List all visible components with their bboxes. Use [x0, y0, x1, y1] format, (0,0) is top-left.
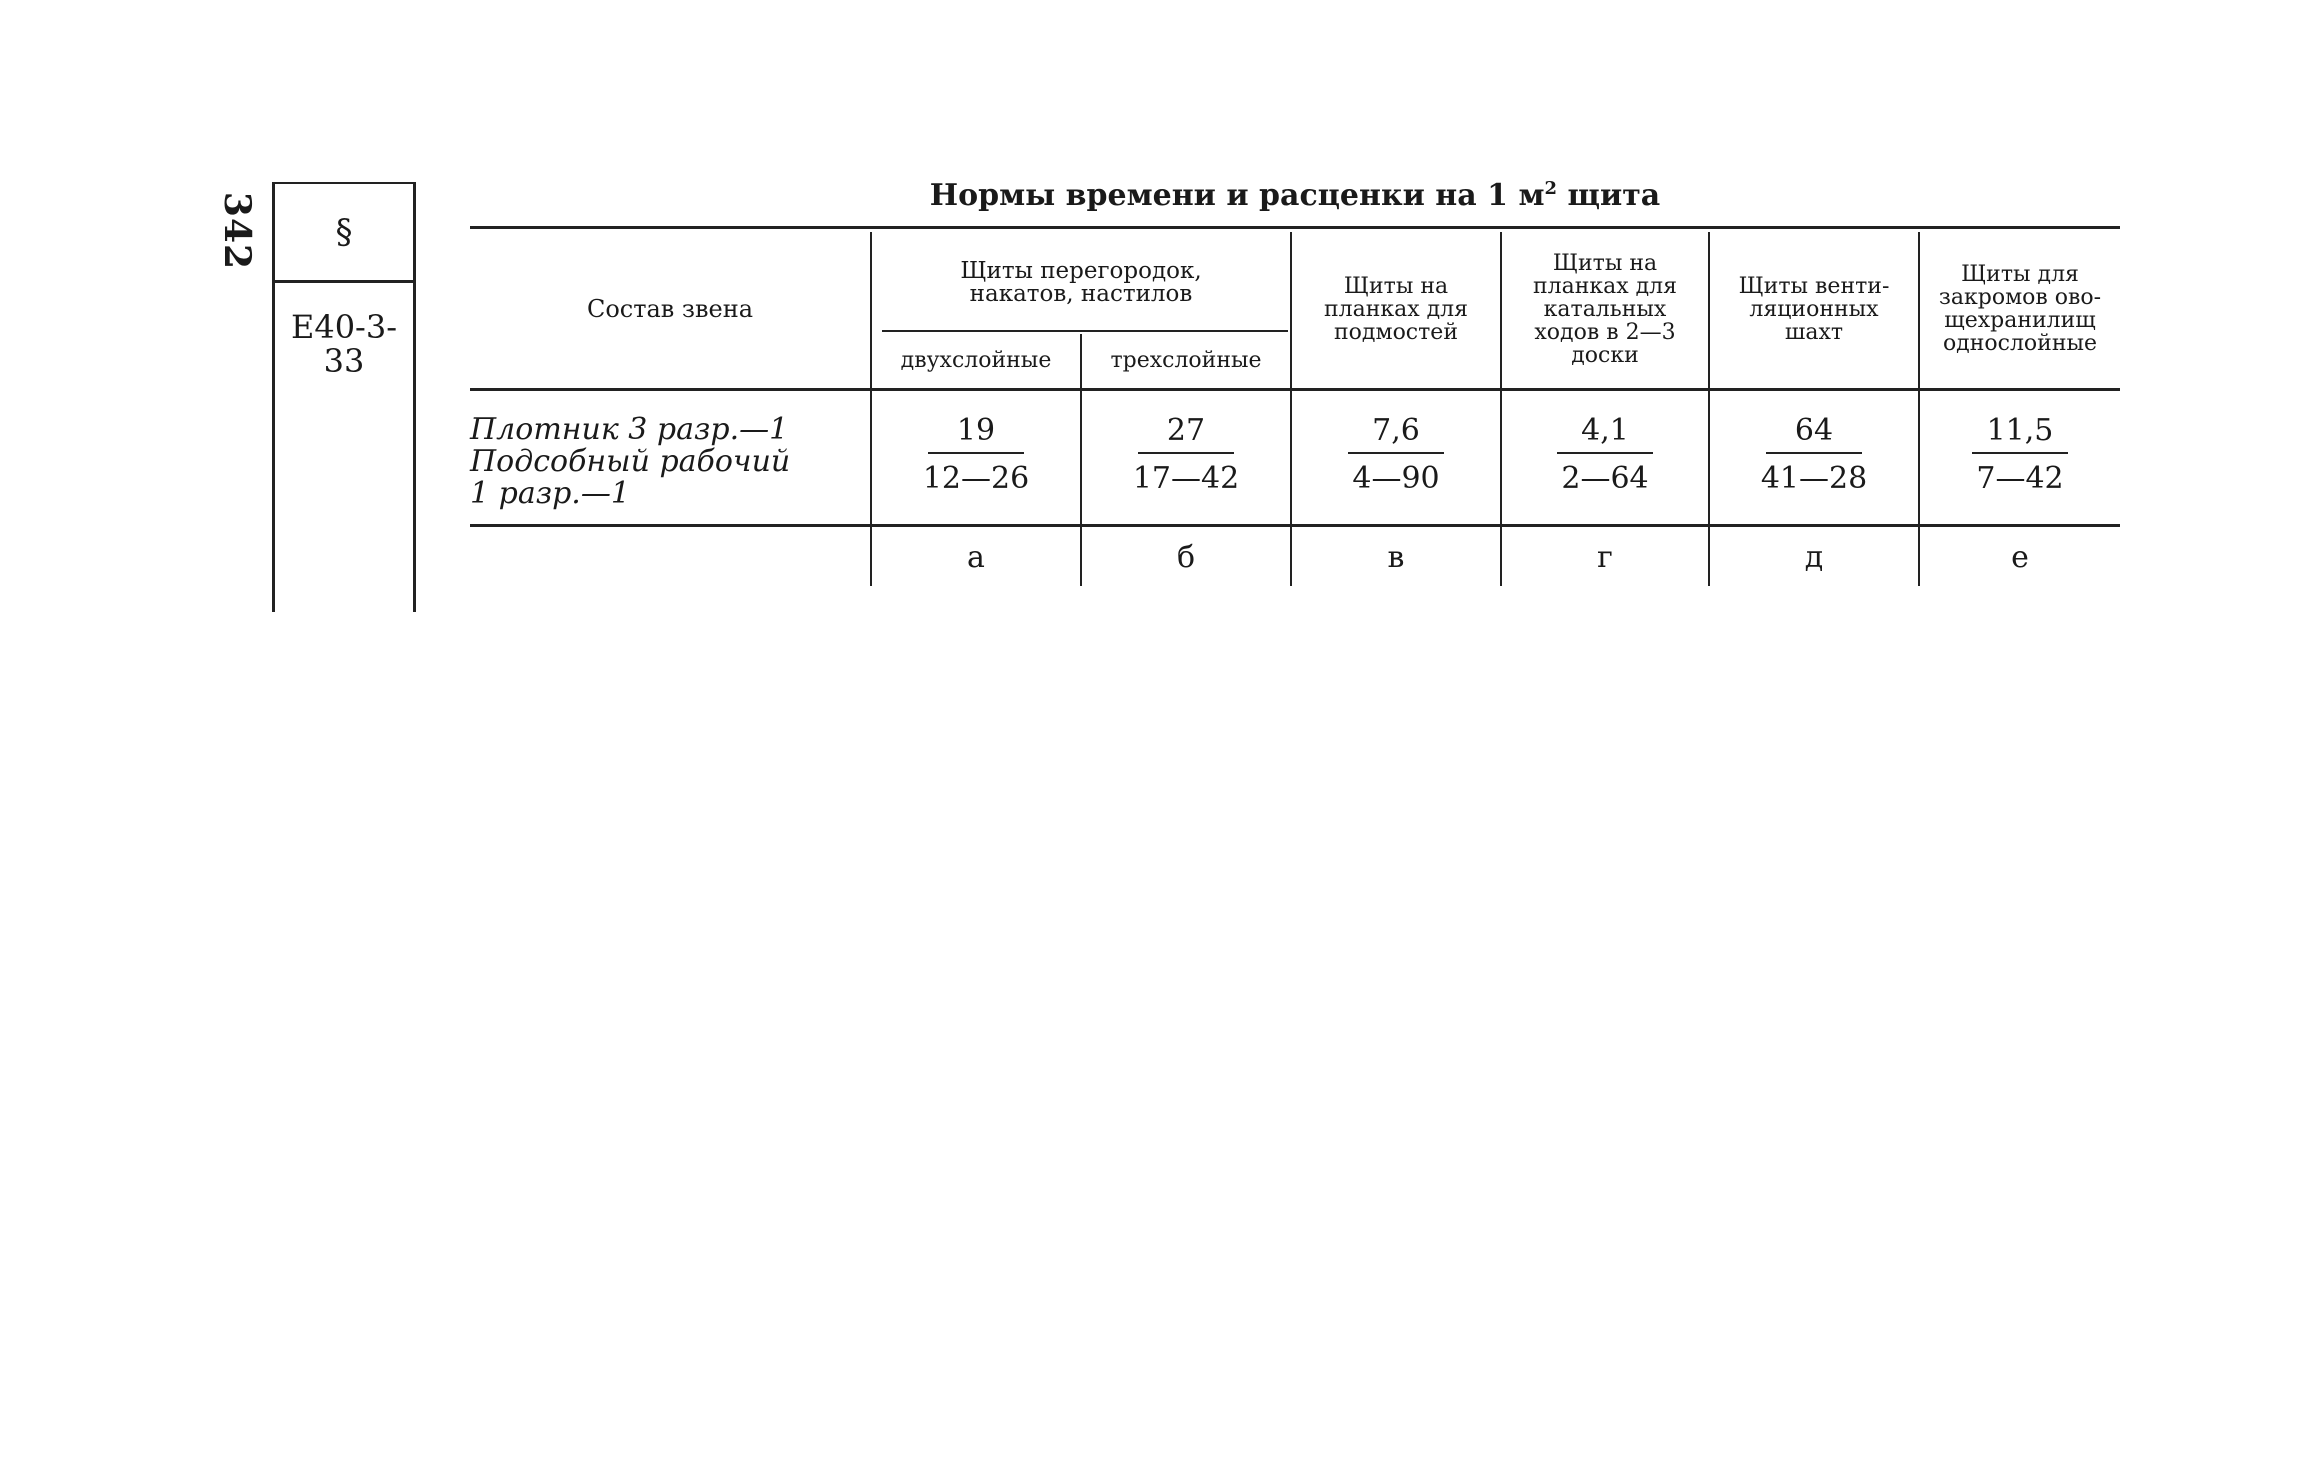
- rule-group: [882, 330, 1288, 332]
- crew-line: Плотник 3 разр.—1: [470, 412, 789, 447]
- price-value: 4—90: [1352, 461, 1440, 496]
- column-letter-d: д: [1804, 540, 1824, 575]
- column-letter-v: в: [1387, 540, 1405, 575]
- header-col-v: Щиты на планках для подмостей: [1323, 273, 1469, 345]
- column-letter-b: б: [1176, 540, 1196, 575]
- norm-value: 27: [1166, 413, 1206, 448]
- fraction-line: [1557, 452, 1653, 454]
- header-group-panels: Щиты перегородок, накатов, настилов: [960, 258, 1202, 307]
- value-cell-e: [1920, 414, 2120, 504]
- norm-value: 7,6: [1372, 413, 1420, 448]
- fraction-line: [1972, 452, 2068, 454]
- value-cell-v: [1292, 414, 1500, 504]
- rule-header-bottom: [470, 388, 2120, 391]
- header-col-d: Щиты венти- ляционных шахт: [1738, 273, 1890, 345]
- fraction-line: [1348, 452, 1444, 454]
- header-crew: Состав звена: [586, 294, 754, 323]
- fraction-line: [1138, 452, 1234, 454]
- price-value: 12—26: [922, 461, 1030, 496]
- header-col-e: Щиты для закромов ово- щехранилищ однослойные: [1938, 262, 2102, 356]
- fraction-line: [928, 452, 1024, 454]
- crew-composition: [470, 414, 850, 510]
- section-code: Е40-3- 33: [290, 308, 398, 380]
- section-box: [272, 182, 416, 612]
- norm-value: 11,5: [1986, 413, 2054, 448]
- crew-line: Подсобный рабочий: [470, 444, 791, 479]
- price-value: 2—64: [1561, 461, 1649, 496]
- norm-value: 64: [1794, 413, 1834, 448]
- header-col-g: Щиты на планках для катальных ходов в 2—3 доски: [1532, 250, 1678, 368]
- price-value: 41—28: [1760, 461, 1868, 496]
- column-letter-g: г: [1597, 540, 1613, 575]
- column-letter-a: а: [967, 540, 985, 575]
- value-cell-a: [872, 414, 1080, 504]
- value-cell-d: [1710, 414, 1918, 504]
- header-col-b: трехслойные: [1110, 347, 1262, 373]
- table-title: Нормы времени и расценки на 1 $м^2$ щита: [929, 178, 1661, 213]
- section-symbol: §: [275, 182, 413, 283]
- fraction-line: [1766, 452, 1862, 454]
- page-number: 342: [216, 191, 259, 271]
- price-value: 7—42: [1976, 461, 2064, 496]
- column-letter-e: е: [2011, 540, 2029, 575]
- crew-line: 1 разр.—1: [470, 476, 630, 511]
- header-col-a: двухслойные: [900, 347, 1052, 373]
- norm-value: 19: [956, 413, 996, 448]
- rule-top: [470, 226, 2120, 229]
- value-cell-g: [1502, 414, 1708, 504]
- rule-body-bottom: [470, 524, 2120, 527]
- value-cell-b: [1082, 414, 1290, 504]
- price-value: 17—42: [1132, 461, 1240, 496]
- norm-value: 4,1: [1581, 413, 1629, 448]
